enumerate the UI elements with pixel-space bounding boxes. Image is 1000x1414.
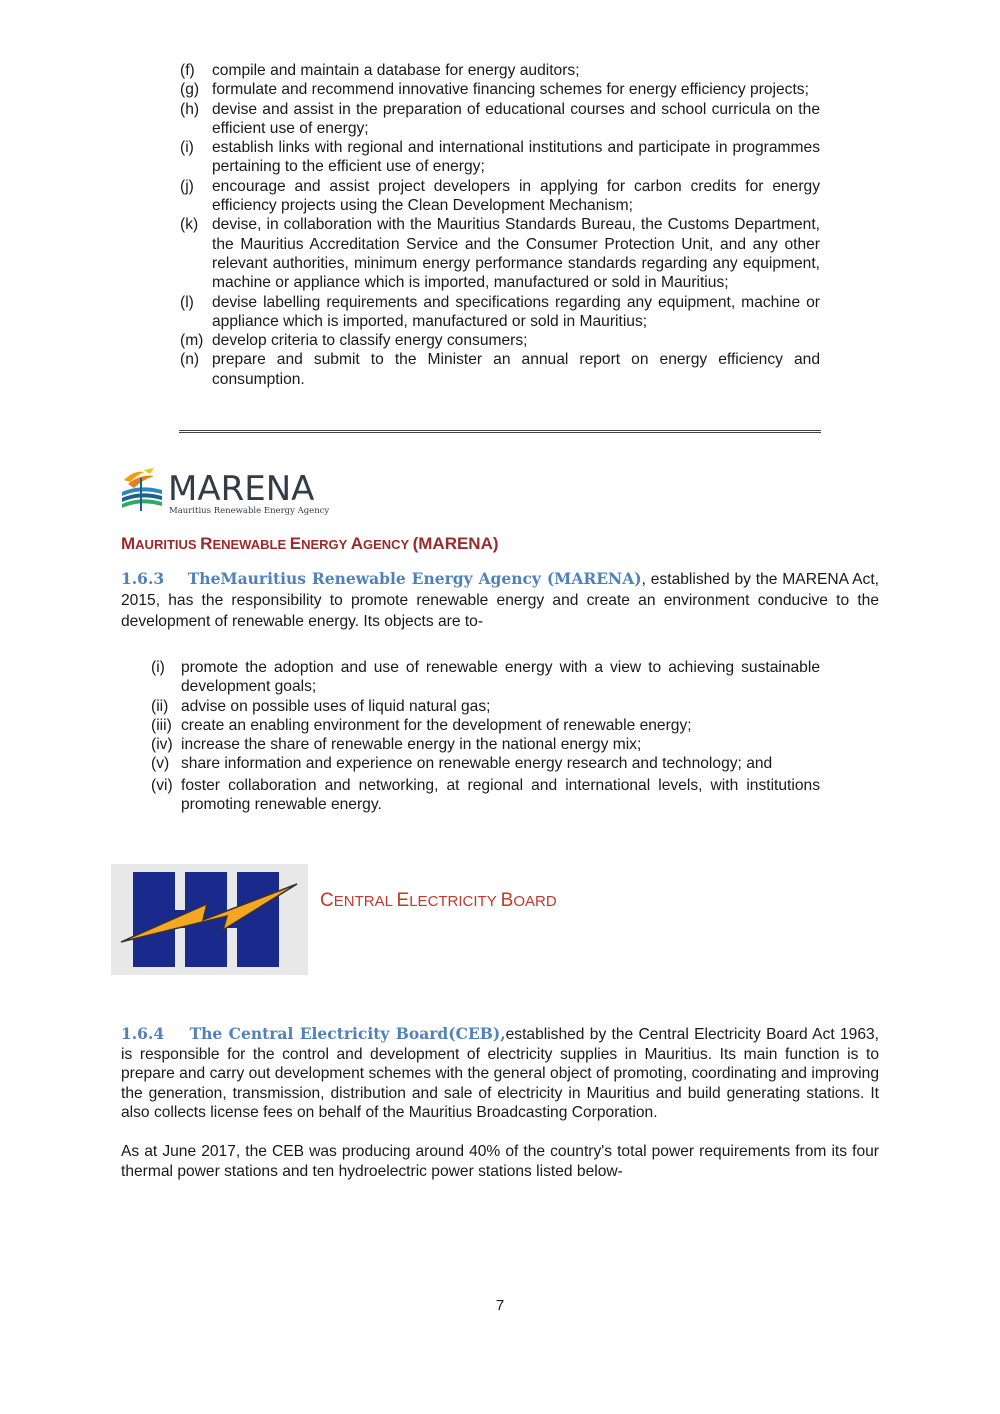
- energy-functions-list: [180, 61, 820, 389]
- marena-intro-paragraph: 1.6.3 TheMauritius Renewable Energy Agency (MARENA), established by the MARENA Act, 2015, has the responsibility to promote renewable energy and create an environment conducive to the development of renewable energy. Its objects are to-: [121, 569, 879, 630]
- page-number: 7: [495, 1297, 505, 1314]
- list-item: (h) devise and assist in the preparation of educational courses and school curricula on the efficient use of energy;: [180, 100, 820, 137]
- ceb-intro-paragraph: 1.6.4 The Central Electricity Board(CEB),established by the Central Electricity Board Act 1963, is responsible for the control and development of electricity supplies in Mauritius. Its main function is to prepare and carry out development schemes with the general object of promoting, coordinating and improving the generation, transmission, distribution and sale of electricity in Mauritius and build generating stations. It also collects license fees on behalf of the Mauritius Broadcasting Corporation.: [121, 1024, 879, 1121]
- ceb-heading: CENTRAL ELECTRICITY BOARD: [320, 890, 557, 911]
- ceb-production-paragraph: As at June 2017, the CEB was producing around 40% of the country's total power requirements from its four thermal power stations and ten hydroelectric power stations listed below-: [121, 1143, 879, 1180]
- list-item: (f) compile and maintain a database for energy auditors;: [180, 62, 580, 79]
- section-number: 1.6.4: [121, 1024, 165, 1043]
- list-item: (i) promote the adoption and use of renewable energy with a view to achieving sustainable development goals;: [151, 659, 820, 696]
- list-item: (k) devise, in collaboration with the Mauritius Standards Bureau, the Customs Department, the Mauritius Accreditation Service and the Consumer Protection Unit, and any other relevant authorities, minimum energy performance standards regarding any equipment, machine or appliance which is imported, manufactured or sold in Mauritius;: [180, 216, 820, 292]
- double-rule-divider: [179, 430, 821, 433]
- marena-heading: MAURITIUS RENEWABLE ENERGY AGENCY (MARENA): [121, 534, 499, 553]
- sun-waves-icon: [122, 468, 162, 511]
- list-item: (l) devise labelling requirements and specifications regarding any equipment, machine or appliance which is imported, manufactured or sold in Mauritius;: [180, 293, 820, 330]
- list-item: (m) develop criteria to classify energy consumers;: [180, 332, 528, 350]
- marena-logo-text: MARENA: [168, 469, 315, 509]
- list-item: (ii) advise on possible uses of liquid natural gas;: [151, 697, 491, 715]
- ceb-logo: [111, 864, 308, 975]
- list-item: (n) prepare and submit to the Minister an annual report on energy efficiency and consumption.: [180, 351, 820, 388]
- marena-logo-subtitle: Mauritius Renewable Energy Agency: [169, 506, 330, 516]
- list-item: (i) establish links with regional and international institutions and participate in programmes pertaining to the efficient use of energy;: [180, 139, 820, 176]
- list-item: (vi) foster collaboration and networking, at regional and international levels, with institutions promoting renewable energy.: [151, 776, 820, 814]
- section-title: The Central Electricity Board(CEB),: [189, 1024, 506, 1043]
- list-item: (g) formulate and recommend innovative financing schemes for energy efficiency projects;: [180, 81, 809, 99]
- marena-logo: [120, 466, 336, 516]
- list-item: (v) share information and experience on renewable energy research and technology; and: [151, 755, 773, 773]
- section-title: TheMauritius Renewable Energy Agency (MARENA): [187, 569, 642, 588]
- section-number: 1.6.3: [121, 569, 165, 588]
- marena-objects-list: [151, 658, 820, 814]
- list-item: (iv) increase the share of renewable energy in the national energy mix;: [151, 736, 642, 754]
- list-item: (iii) create an enabling environment for the development of renewable energy;: [151, 716, 692, 734]
- list-item: (j) encourage and assist project developers in applying for carbon credits for energy efficiency projects using the Clean Development Mechanism;: [180, 177, 820, 215]
